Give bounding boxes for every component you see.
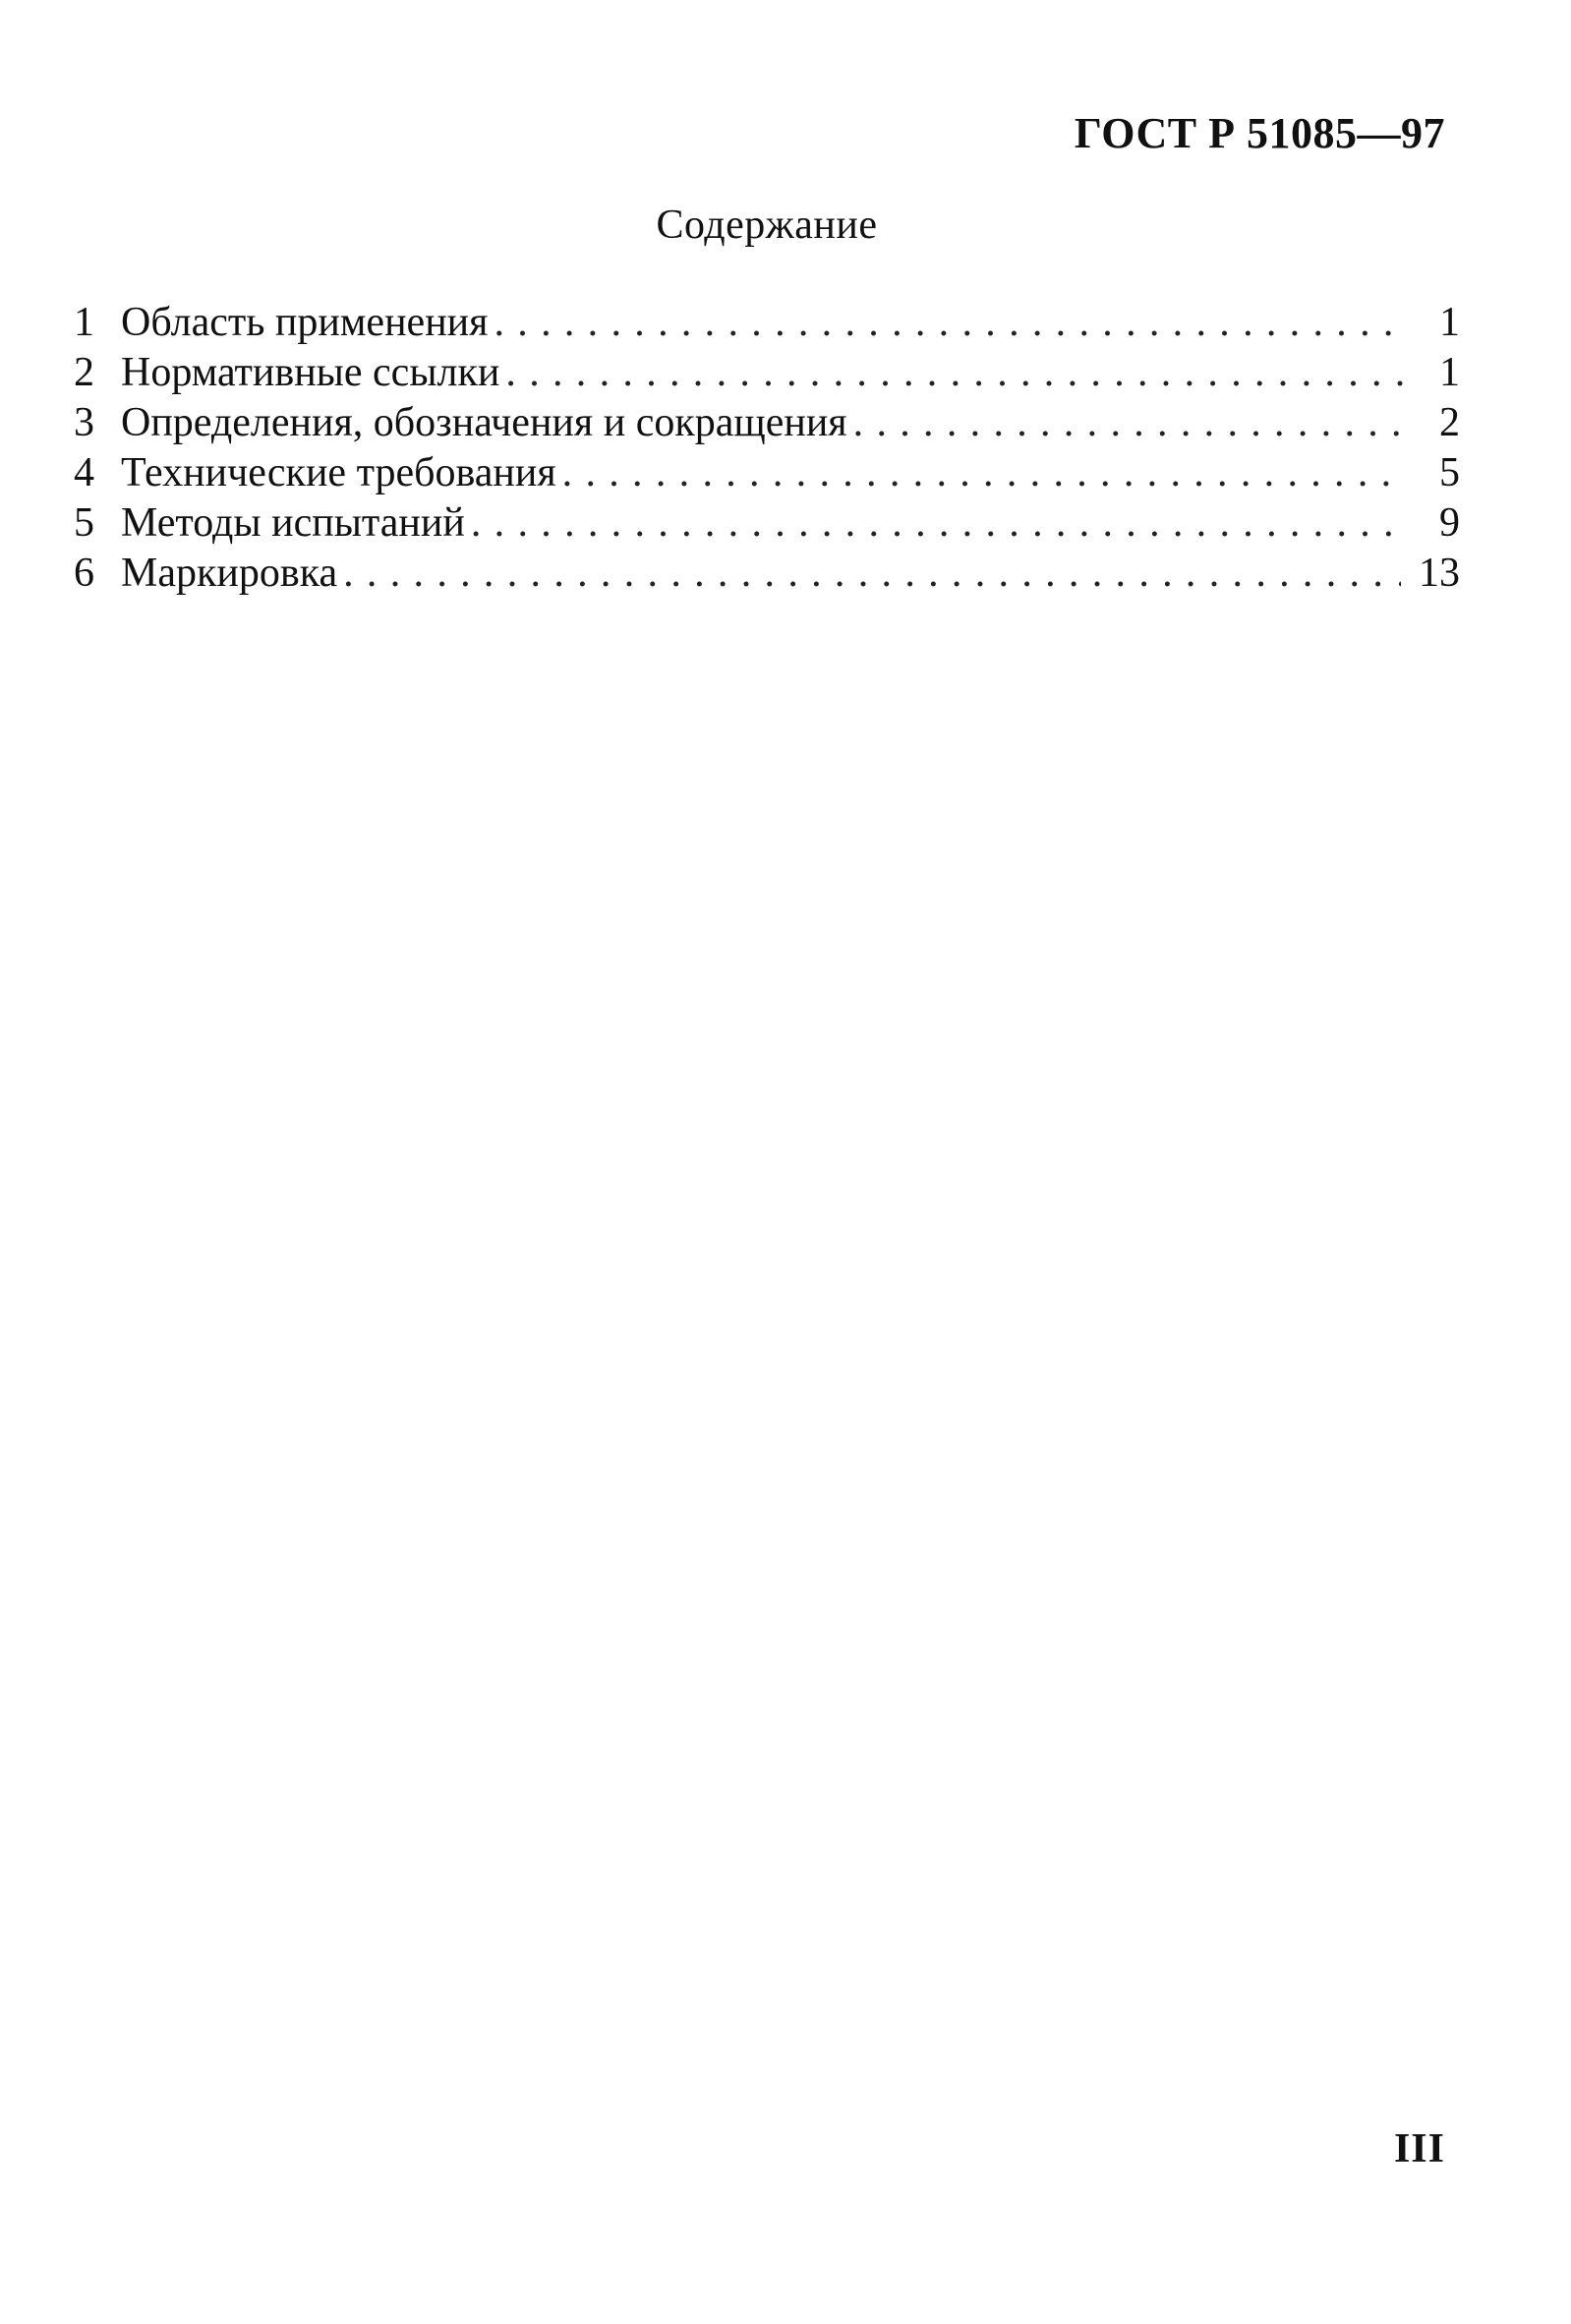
toc-dot-leader [505, 348, 1403, 398]
toc-item-number: 3 [74, 400, 94, 445]
toc-item[interactable] [74, 549, 1460, 599]
toc-dot-leader [494, 298, 1403, 348]
toc-item[interactable] [74, 398, 1460, 448]
toc-item[interactable] [74, 348, 1460, 398]
toc-dot-leader [853, 398, 1403, 448]
toc-item-page: 1 [1439, 350, 1460, 395]
toc-title: Содержание [656, 203, 878, 248]
toc-item-number: 5 [74, 500, 94, 546]
toc-item-page: 9 [1439, 500, 1460, 546]
toc-item-label: Область применения [121, 300, 489, 345]
toc-item-number: 1 [74, 300, 94, 345]
toc-item-page: 5 [1439, 450, 1460, 495]
toc-item-page: 1 [1439, 300, 1460, 345]
document-code: ГОСТ Р 51085—97 [1074, 109, 1445, 157]
toc-item-label: Технические требования [121, 450, 556, 495]
toc-item-number: 6 [74, 551, 94, 596]
toc-dot-leader [562, 448, 1403, 498]
toc-item[interactable] [74, 448, 1460, 498]
toc-dot-leader [343, 549, 1401, 599]
toc-item-label: Нормативные ссылки [121, 350, 500, 395]
toc-item[interactable] [74, 298, 1460, 348]
toc-item-page: 13 [1419, 551, 1460, 596]
toc-item-number: 2 [74, 350, 94, 395]
toc-item-label: Определения, обозначения и сокращения [121, 400, 847, 445]
toc-item-page: 2 [1439, 400, 1460, 445]
toc-dot-leader [471, 498, 1403, 549]
toc-item[interactable] [74, 498, 1460, 549]
table-of-contents [74, 298, 1460, 599]
toc-item-label: Методы испытаний [121, 500, 465, 546]
toc-item-label: Маркировка [121, 551, 338, 596]
page-number: III [1393, 2126, 1445, 2172]
toc-item-number: 4 [74, 450, 94, 495]
